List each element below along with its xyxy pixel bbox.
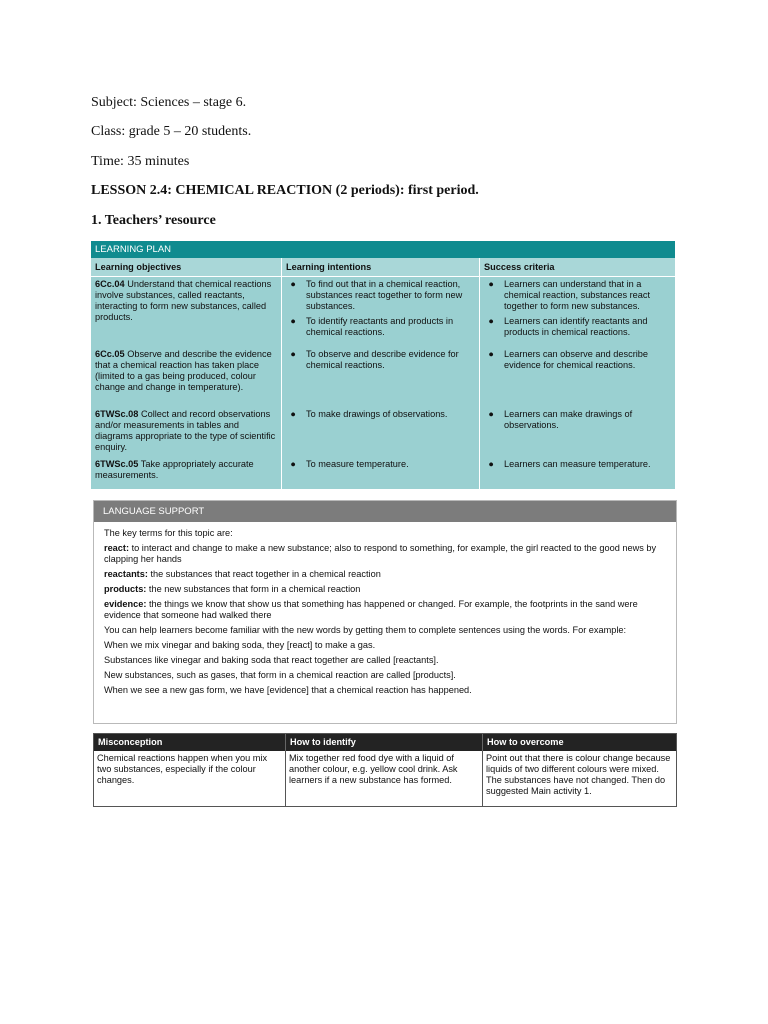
objective-cell <box>91 407 282 457</box>
key-term-item <box>104 584 666 595</box>
intention-item <box>286 349 475 371</box>
class-line: Class: grade 5 – 20 students. <box>91 124 252 139</box>
learning-plan-rows <box>91 277 675 489</box>
criterion-item <box>484 349 671 371</box>
intention-item <box>286 316 475 338</box>
intention-text: To observe and describe evidence for chemical reactions. <box>306 349 459 370</box>
objective-text: Collect and record observations and/or measurements in tables and diagrams appropriate to the type of scientific enquiry. <box>95 409 276 452</box>
criterion-text: Learners can make drawings of observations. <box>504 409 633 430</box>
misconception-table <box>93 733 677 807</box>
learning-plan-row <box>91 457 675 489</box>
criterion-item <box>484 316 671 338</box>
criterion-cell <box>480 457 675 489</box>
key-term: evidence: <box>104 599 147 609</box>
intention-cell <box>282 277 480 347</box>
time-line: Time: 35 minutes <box>91 154 190 169</box>
column-header-misconception: Misconception <box>94 734 286 751</box>
key-terms-list <box>104 543 666 621</box>
key-term-definition: the things we know that show us that something has happened or changed. For example, the footprints in the sand were evidence that someone had walked there <box>104 599 638 620</box>
objective-cell <box>91 277 282 347</box>
key-term-item <box>104 599 666 621</box>
key-term-item <box>104 569 666 580</box>
key-term-item <box>104 543 666 565</box>
criterion-text: Learners can understand that in a chemical reaction, substances react together to form new substances. <box>504 279 651 311</box>
intention-text: To measure temperature. <box>306 459 409 469</box>
language-support-paragraph: When we see a new gas form, we have [evidence] that a chemical reaction has happened. <box>104 685 472 695</box>
learning-plan-row <box>91 407 675 457</box>
criterion-cell <box>480 277 675 347</box>
objective-code: 6TWSc.05 <box>95 459 139 469</box>
learning-plan-banner: LEARNING PLAN <box>91 241 675 258</box>
criterion-text: Learners can observe and describe evidence for chemical reactions. <box>504 349 649 370</box>
learning-plan-row <box>91 277 675 347</box>
objective-cell <box>91 457 282 489</box>
objective-text: Understand that chemical reactions involve substances, called reactants, interacting to form new substances, called products. <box>95 279 272 322</box>
bullet-icon: ● <box>488 279 494 289</box>
language-support-body <box>94 522 676 696</box>
section-title: 1. Teachers’ resource <box>91 213 216 228</box>
intention-item <box>286 409 475 420</box>
intention-text: To identify reactants and products in chemical reactions. <box>306 316 454 337</box>
misconception-cell: Chemical reactions happen when you mix two substances, especially if the colour changes. <box>94 751 286 806</box>
how-to-identify-cell: Mix together red food dye with a liquid of another colour, e.g. yellow cool drink. Ask learners if a new substance has formed. <box>286 751 483 806</box>
bullet-icon: ● <box>290 279 296 289</box>
intention-text: To make drawings of observations. <box>306 409 448 419</box>
intention-cell <box>282 407 480 457</box>
bullet-icon: ● <box>488 459 494 469</box>
objective-code: 6TWSc.08 <box>95 409 139 419</box>
criterion-text: Learners can identify reactants and products in chemical reactions. <box>504 316 648 337</box>
language-support-paragraph: New substances, such as gases, that form in a chemical reaction are called [products]. <box>104 670 456 680</box>
key-term-definition: the new substances that form in a chemical reaction <box>146 584 361 594</box>
misconception-header-row <box>94 734 676 751</box>
column-header-criteria: Success criteria <box>480 258 675 277</box>
criterion-cell <box>480 407 675 457</box>
criterion-text: Learners can measure temperature. <box>504 459 651 469</box>
language-support-paragraphs <box>104 625 666 696</box>
criterion-cell <box>480 347 675 407</box>
intention-item <box>286 459 475 470</box>
objective-code: 6Cc.05 <box>95 349 125 359</box>
bullet-icon: ● <box>290 316 296 326</box>
column-header-intentions: Learning intentions <box>282 258 480 277</box>
objective-text: Take appropriately accurate measurements. <box>95 459 254 480</box>
criterion-item <box>484 279 671 312</box>
intention-cell <box>282 457 480 489</box>
bullet-icon: ● <box>290 349 296 359</box>
language-support-banner: LANGUAGE SUPPORT <box>94 501 676 522</box>
objective-text: Observe and describe the evidence that a chemical reaction has taken place (limited to a gas being produced, colour change and change in temperature). <box>95 349 272 392</box>
learning-plan-row <box>91 347 675 407</box>
key-term: reactants: <box>104 569 148 579</box>
key-terms-intro: The key terms for this topic are: <box>104 528 233 538</box>
bullet-icon: ● <box>488 409 494 419</box>
bullet-icon: ● <box>488 316 494 326</box>
intention-item <box>286 279 475 312</box>
key-term-definition: to interact and change to make a new substance; also to respond to something, for example, the girl reacted to the good news by clapping her hands <box>104 543 657 564</box>
misconception-row <box>94 751 676 806</box>
column-header-how-to-overcome: How to overcome <box>483 734 676 751</box>
criterion-item <box>484 409 671 431</box>
lesson-title: LESSON 2.4: CHEMICAL REACTION (2 periods): first period. <box>91 183 479 198</box>
key-term-definition: the substances that react together in a chemical reaction <box>147 569 381 579</box>
objective-cell <box>91 347 282 407</box>
column-header-objectives: Learning objectives <box>91 258 282 277</box>
column-header-how-to-identify: How to identify <box>286 734 483 751</box>
key-term: products: <box>104 584 147 594</box>
bullet-icon: ● <box>488 349 494 359</box>
language-support-paragraph: Substances like vinegar and baking soda that react together are called [reactants]. <box>104 655 439 665</box>
intention-cell <box>282 347 480 407</box>
criterion-item <box>484 459 671 470</box>
language-support-paragraph: You can help learners become familiar with the new words by getting them to complete sentences using the words. For example: <box>104 625 627 635</box>
learning-plan-table <box>91 241 675 489</box>
objective-code: 6Cc.04 <box>95 279 125 289</box>
bullet-icon: ● <box>290 459 296 469</box>
subject-line: Subject: Sciences – stage 6. <box>91 95 247 110</box>
language-support-box <box>93 500 677 724</box>
intention-text: To find out that in a chemical reaction, substances react together to form new substances. <box>306 279 463 311</box>
language-support-paragraph: When we mix vinegar and baking soda, they [react] to make a gas. <box>104 640 376 650</box>
learning-plan-header-row <box>91 258 675 277</box>
key-term: react: <box>104 543 130 553</box>
how-to-overcome-cell: Point out that there is colour change because liquids of two different colours were mixed. The substances have not changed. Then do suggested Main activity 1. <box>486 753 671 796</box>
bullet-icon: ● <box>290 409 296 419</box>
